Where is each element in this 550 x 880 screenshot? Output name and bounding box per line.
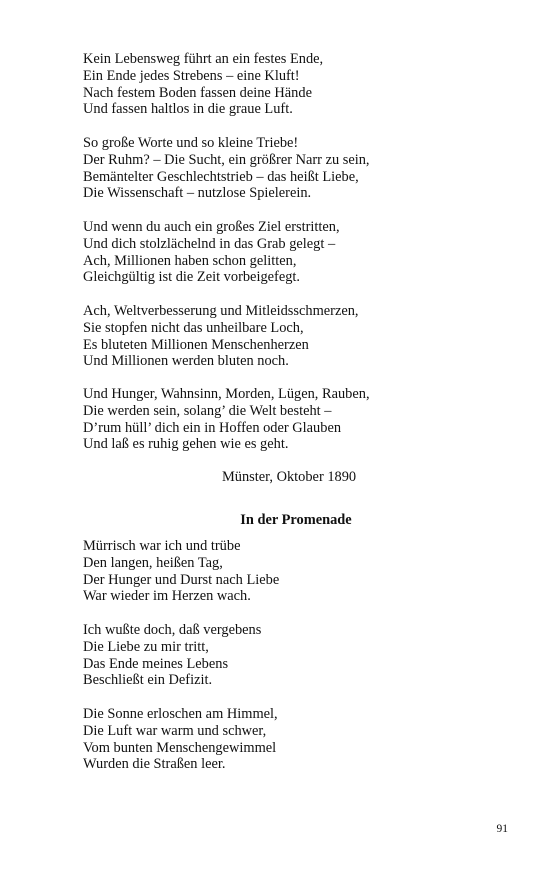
verse-line: Und wenn du auch ein großes Ziel erstritten,: [83, 219, 340, 235]
verse-line: Ich wußte doch, daß vergebens: [83, 622, 262, 638]
verse-line: Beschließt ein Defizit.: [83, 672, 213, 689]
verse-line: Bemäntelter Geschlechtstrieb – das heißt Liebe,: [83, 168, 359, 185]
verse-line: Gleichgültig ist die Zeit vorbeigefegt.: [83, 269, 300, 286]
verse-line: Die Liebe zu mir tritt,: [83, 638, 209, 655]
verse-line: Der Hunger und Durst nach Liebe: [83, 571, 280, 588]
poem1-stanza-2: [83, 135, 370, 202]
verse-line: Den langen, heißen Tag,: [83, 554, 223, 571]
poem2-stanza-1: [83, 538, 279, 605]
verse-line: Und fassen haltlos in die graue Luft.: [83, 101, 293, 118]
verse-line: Es bluteten Millionen Menschenherzen: [83, 336, 309, 353]
verse-line: Kein Lebensweg führt an ein festes Ende,: [83, 51, 324, 67]
verse-line: Und Millionen werden bluten noch.: [83, 353, 289, 370]
poem1-stanza-5: [83, 386, 370, 453]
verse-line: Sie stopfen nicht das unheilbare Loch,: [83, 319, 304, 336]
verse-line: Die Sonne erloschen am Himmel,: [83, 706, 278, 722]
verse-line: Mürrisch war ich und trübe: [83, 538, 241, 554]
verse-line: Und dich stolzlächelnd in das Grab gelegt –: [83, 235, 336, 252]
verse-line: Ach, Weltverbesserung und Mitleidsschmerzen,: [83, 303, 359, 319]
verse-line: Die werden sein, solang’ die Welt besteht –: [83, 402, 332, 419]
verse-line: Die Luft war warm und schwer,: [83, 722, 267, 739]
verse-line: Ein Ende jedes Strebens – eine Kluft!: [83, 67, 300, 84]
verse-line: D’rum hüll’ dich ein in Hoffen oder Glauben: [83, 419, 342, 436]
poem1-stanza-1: [83, 51, 323, 118]
poem1-dateline: Münster, Oktober 1890: [222, 469, 357, 485]
verse-line: Ach, Millionen haben schon gelitten,: [83, 252, 297, 269]
poem2-stanza-2: [83, 622, 261, 689]
verse-line: Vom bunten Menschengewimmel: [83, 739, 277, 756]
verse-line: Und laß es ruhig gehen wie es geht.: [83, 436, 289, 453]
poem2-title: In der Promenade: [240, 512, 352, 528]
verse-line: War wieder im Herzen wach.: [83, 588, 251, 605]
verse-line: Und Hunger, Wahnsinn, Morden, Lügen, Rauben,: [83, 386, 370, 402]
verse-line: Das Ende meines Lebens: [83, 655, 229, 672]
verse-line: Die Wissenschaft – nutzlose Spielerein.: [83, 185, 312, 202]
verse-line: Nach festem Boden fassen deine Hände: [83, 84, 312, 101]
poem1-stanza-3: [83, 219, 340, 286]
verse-line: Wurden die Straßen leer.: [83, 756, 226, 773]
verse-line: Der Ruhm? – Die Sucht, ein größrer Narr zu sein,: [83, 151, 370, 168]
poem1-stanza-4: [83, 303, 359, 370]
verse-line: So große Worte und so kleine Triebe!: [83, 135, 299, 151]
poem2-stanza-3: [83, 706, 278, 773]
page-number: 91: [496, 823, 508, 835]
